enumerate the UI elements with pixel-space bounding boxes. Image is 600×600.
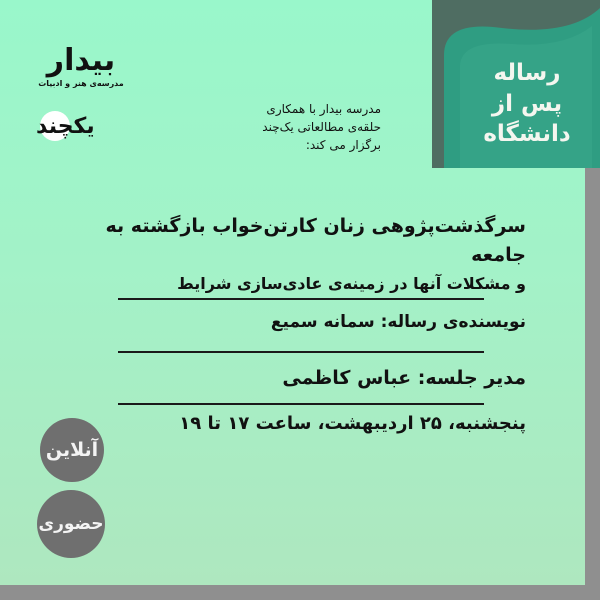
- intro-line: برگزار می کند:: [305, 138, 381, 152]
- bidar-logo-subtitle: مدرسه‌ی هنر و ادبیات: [38, 79, 124, 88]
- online-badge: آنلاین: [40, 418, 104, 482]
- series-title: [472, 58, 582, 150]
- series-title-line: دانشگاه: [483, 121, 571, 148]
- event-title-line-1: سرگذشت‌پژوهی زنان کارتن‌خواب بازگشته به جامعه: [105, 215, 526, 266]
- divider: [118, 298, 484, 300]
- divider: [118, 351, 484, 353]
- event-datetime: پنجشنبه، ۲۵ اردیبهشت، ساعت ۱۷ تا ۱۹: [179, 413, 526, 434]
- event-title-line-2: و مشکلات آنها در زمینه‌ی عادی‌سازی شرایط: [177, 274, 526, 293]
- series-corner-panel: [432, 0, 600, 168]
- intro-line: مدرسه بیدار با همکاری: [266, 102, 381, 116]
- session-moderator: مدیر جلسه: عباس کاظمی: [282, 367, 526, 389]
- bidar-logo-name: بیدار: [46, 43, 116, 78]
- thesis-author: نویسنده‌ی رساله: سمانه سمیع: [270, 312, 526, 332]
- intro-text: [236, 100, 381, 154]
- event-title: [96, 212, 526, 297]
- intro-line: حلقه‌ی مطالعاتی یک‌چند: [262, 120, 381, 134]
- in-person-badge: حضوری: [37, 490, 105, 558]
- series-title-line: رساله: [493, 60, 561, 86]
- series-title-line: پس از: [491, 90, 563, 117]
- yekchand-logo-name: یکچند: [36, 114, 95, 139]
- yekchand-logo: [34, 108, 124, 154]
- bidar-logo: [36, 43, 126, 88]
- divider: [118, 403, 484, 405]
